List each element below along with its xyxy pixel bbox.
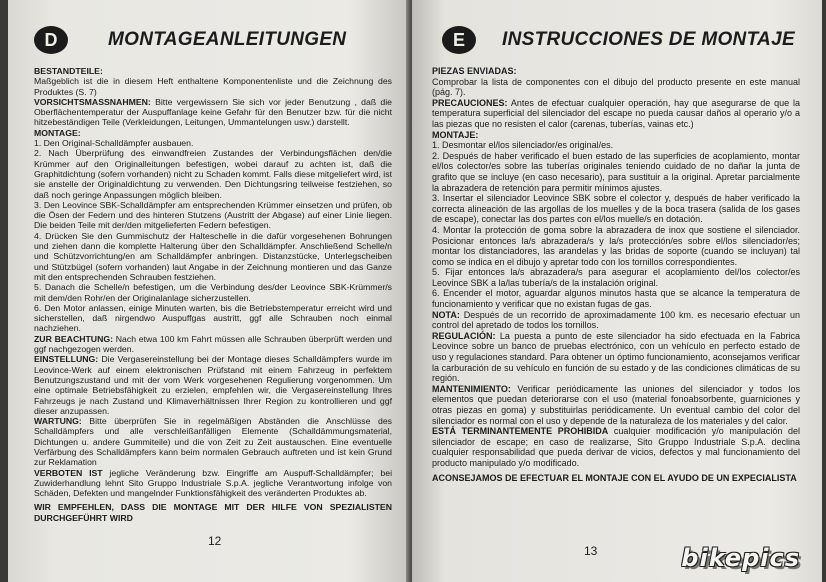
instruction-paragraph: [34, 66, 392, 76]
instruction-paragraph: [432, 193, 800, 225]
paragraph-text: Nach etwa 100 km Fahrt müssen alle Schrauben überprüft werden und ggf nachgezogen werden.: [34, 333, 392, 355]
paragraph-text: Die Vergasereinstellung bei der Montage dieses Schalldämpfers wurde im Leovince-Werk auf einem elektronischen Prüfstand mit einem Fahrzeug in perfektem Benutzungszustand und mit der vom Werk vorgesehenen Regulierung vorgenommen. Um eine optimale Betriebsfähigkeit zu erzielen, empfehlen wir, die Vergasereinstellung Ihres Fahrzeugs je nach Zustand und Klimaverhältnissen Ihrer Region zu kontrollieren und ggf dieser anzupassen.: [34, 354, 392, 416]
section-label: ESTÁ TERMINANTEMENTE PROHIBIDA: [432, 426, 609, 437]
closing-recommendation: WIR EMPFEHLEN, DASS DIE MONTAGE MIT DER HILFE VON SPEZIALISTEN DURCHGEFÜHRT WIRD: [34, 502, 392, 523]
section-label: MONTAJE:: [432, 129, 479, 140]
paragraph-text: Bitte überprüfen Sie in regelmäßigen Abständen die Anschlüsse des Schalldämpfers und alle verschleißanfälligen Elemente (Schalldämmungsmaterial, Dichtungen u. andere Gummiteile) und die von Zeit zu Zeit austauschen. Eine eventuelle Verfärbung des Schalldämpfers kann beim normalen Gebrauch auftreten und ist kein Grund zur Reklamation: [34, 416, 392, 468]
paragraph-text: 2. Después de haber verificado el buen estado de las superficies de acoplamiento, montar el/los colector/es sobre las tuberías originales teniendo cuidado de no dañar la junta de grafito que se incluye (en caso necesario), para sustituir a la original. Apretar parcialmente la abrazadera de retención para permitir mínimos ajustes.: [432, 150, 800, 193]
paragraph-text: Después de un recorrido de aproximadamente 100 km. es necesario efectuar un control del apretado de todos los tornillos.: [432, 309, 800, 331]
paragraph-text: jegliche Veränderung bzw. Eingriffe am Auspuff-Schalldämpfer; bei Zuwiderhandlung lehnt Sito Gruppo Industriale S.p.A. jegliche Verantwortung infolge von Schäden, Defekten und mangelnder Funktionsfähigkeit des veränderten Produktes ab.: [34, 467, 392, 499]
paragraph-text: 6. Den Motor anlassen, einige Minuten warten, bis die Betriebstemperatur erreicht wird und sicherstellen, daß nirgendwo Auspuffgas austritt, ggf alle Schrauben noch einmal nachziehen.: [34, 302, 392, 334]
paragraph-text: 5. Danach die Schelle/n befestigen, um die Verbindung des/der Leovince SBK-Krümmer/s mit dem/den Rohr/en der Originalanlage sicherzustellen.: [34, 282, 392, 303]
instruction-paragraph: [432, 130, 800, 141]
paragraph-text: 3. Insertar el silenciador Leovince SBK sobre el colector y, después de haber verificado la correcta alineación de las argollas de los muelles y de la boca trasera (salida de los gases de escape), conectar las dos partes con el/los muelle/s en dotación.: [432, 193, 800, 225]
instruction-paragraph: [34, 334, 392, 355]
section-label: ZUR BEACHTUNG:: [34, 333, 114, 344]
section-label: EINSTELLUNG:: [34, 354, 99, 365]
paragraph-text: Bitte vergewissern Sie sich vor jeder Benutzung , daß die Oberflächentemperatur der Auspuffanlage keine Gefahr für den Benutzer bzw. für die nicht hitzebeständigen Teile (Verkleidungen, Leitungen, Ummantelungen usw.) darstellt.: [34, 96, 392, 128]
language-badge: E: [442, 26, 476, 54]
section-label: NOTA:: [432, 309, 460, 320]
paragraph-text: 1. Desmontar el/los silenciador/es original/es.: [432, 140, 614, 151]
paragraph-text: 5. Fijar entonces la/s abrazadera/s para asegurar el acoplamiento del/los colector/es Leovince SBK a la/las tubería/s de la instalación original.: [432, 267, 800, 288]
page-german: [8, 0, 410, 582]
instruction-paragraph: [432, 267, 800, 288]
instruction-paragraph: [34, 303, 392, 334]
instruction-paragraph: [34, 468, 392, 499]
closing-recommendation: ACONSEJAMOS DE EFECTUAR EL MONTAJE CON EL AYUDO DE UN EXPECIALISTA: [432, 472, 797, 483]
instruction-paragraph: [432, 151, 800, 193]
instruction-paragraph: [34, 97, 392, 128]
paragraph-text: 1. Den Original-Schalldämpfer ausbauen.: [34, 138, 194, 149]
instruction-paragraph: [34, 200, 392, 231]
paragraph-text: La puesta a punto de este silenciador ha sido efectuada en la Fabrica Leovince sobre un banco de pruebas electrónico, con un vehículo en perfecto estado de uso y regulaciones standard. Para obtener un óptimo funcionamiento, aconsejamos verificar la carburación de su vehículo en función de su estado y de las condiciones climáticas de su región.: [432, 330, 800, 384]
page-spanish: [412, 0, 822, 582]
page-number: 13: [584, 544, 598, 558]
paragraph-text: Verificar periódicamente las uniones del silenciador y todos los elementos que puedan deteriorarse con el uso (material fonoabsorbente, guarniciones y otras piezas en goma) y substituirlas periódicamente. Un eventual cambio del color del silenciador es normal con el uso y depende de la naturaleza de los materiales y del calor.: [432, 383, 800, 426]
watermark-logo: bikepics: [681, 544, 800, 572]
section-label: VORSICHTSMASSNAHMEN:: [34, 96, 151, 107]
page-title: MONTAGEANLEITUNGEN: [108, 29, 347, 50]
page-number: 12: [208, 534, 222, 548]
instruction-paragraph: [34, 354, 392, 416]
page-header: [34, 22, 392, 58]
instruction-paragraph: [34, 416, 392, 467]
instructions-body: [34, 66, 392, 498]
paragraph-text: 4. Montar la protección de goma sobre la abrazadera de inox que sostiene el silenciador. Posicionar entonces la/s abrazadera/s y la/s protección/es sobre el/los silenciador/es; montar los distanciadores, las arandelas y las bridas de soporte (cuando se incluyan) tal como se indica en el dibujo y apretar todo con los tornillos correspondientes.: [432, 224, 800, 267]
instruction-paragraph: [432, 426, 800, 468]
section-label: PRECAUCIONES:: [432, 97, 508, 108]
instruction-paragraph: [432, 77, 800, 98]
page-title: INSTRUCCIONES DE MONTAJE: [502, 29, 795, 50]
paragraph-text: 6. Encender el motor, aguardar algunos minutos hasta que se alcance la temperatura de funcionamiento y verificar que no existan fugas de gas.: [432, 288, 800, 310]
section-label: VERBOTEN IST: [34, 467, 103, 478]
instruction-paragraph: [432, 384, 800, 426]
instruction-paragraph: [432, 288, 800, 309]
paragraph-text: 3. Den Leovince SBK-Schalldämpfer am entsprechenden Krümmer einsetzen und prüfen, ob die Ösen der Federn und des hinteren Stutzens (Austritt der Abgase) auf einer Linie liegen. Die beiden Teile mit der/den mitgelieferten Federn befestigen.: [34, 199, 392, 231]
paragraph-text: 4. Drücken Sie den Gummischutz der Halteschelle in die dafür vorgesehenen Bohrungen und ziehen dann die komplette Halterung über den Schalldämpfer. Anschließend Schelle/n und Schützvorrichtung/en am Schalldämpfer anbringen. Distanzstücke, Unterlegscheiben und Stützbügel (sofern vorhanden) laut Angabe in der Zeichnung montieren und das Ganze mit den entsprechenden Schrauben festziehen.: [34, 230, 392, 282]
paragraph-text: Antes de efectuar cualquier operación, hay que asegurarse de que la temperatura superficial del silenciador del escape no pueda causar daños al operario y/o a las piezas que no resisten el calor (carenas, tuberías, vainas etc.): [432, 97, 800, 129]
section-label: BESTANDTEILE:: [34, 66, 103, 76]
paragraph-text: Maßgeblich ist die in diesem Heft enthaltene Komponentenliste und die Zeichnung des Produktes (S. 7): [34, 76, 392, 97]
paragraph-text: 2. Nach Überprüfung des einwandfreien Zustandes der Verbindungsflächen den/die Krümmer auf den Originalleitungen befestigen, wobei darauf zu achten ist, daß die Graphitdichtung (sofern vorhanden) nicht zu Schaden kommt. Falls diese mitgeliefert wird, ist sie anstelle der Originaldichtung zu verwenden. Den Dichtungsring teilweise festziehen, so daß noch geringe Anpassungen möglich bleiben.: [34, 148, 392, 200]
section-label: MANTENIMIENTO:: [432, 383, 511, 394]
page-header: [432, 22, 800, 58]
instruction-paragraph: [432, 66, 800, 77]
instruction-paragraph: [34, 231, 392, 282]
paragraph-text: cualquier modificación y/o manipulación del silenciador de escape; en caso de realizarse, Sito Gruppo Industriale S.p.A. declina cualquier responsabilidad que pueda derivar de vicios, defectos y mal funcionamiento del producto manipulado y/o modificado.: [432, 426, 800, 468]
instruction-paragraph: [34, 76, 392, 97]
section-label: MONTAGE:: [34, 127, 81, 138]
instruction-paragraph: [34, 282, 392, 303]
instructions-body: [432, 66, 800, 469]
instruction-paragraph: [432, 310, 800, 331]
instruction-paragraph: [34, 128, 392, 138]
instruction-paragraph: [432, 140, 800, 151]
section-label: WARTUNG:: [34, 416, 82, 427]
section-label: REGULACIÓN:: [432, 330, 496, 341]
paragraph-text: Comprobar la lista de componentes con el dibujo del producto presente en este manual (pág. 7).: [432, 76, 800, 98]
section-label: PIEZAS ENVIADAS:: [432, 66, 517, 76]
instruction-paragraph: [432, 225, 800, 267]
instruction-paragraph: [432, 331, 800, 384]
instruction-paragraph: [34, 138, 392, 148]
instruction-paragraph: [34, 148, 392, 199]
instruction-paragraph: [432, 98, 800, 130]
language-badge: D: [34, 26, 68, 54]
